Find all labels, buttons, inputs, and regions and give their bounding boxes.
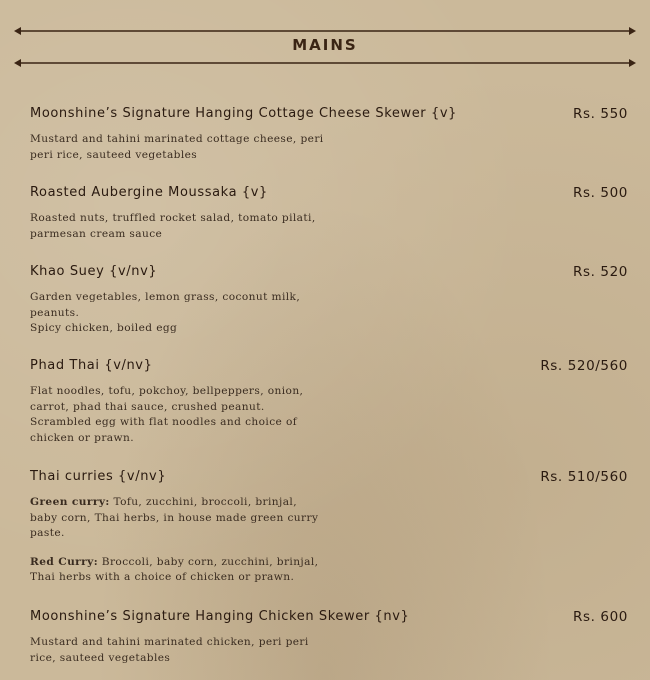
item-name: Moonshine’s Signature Hanging Chicken Skewer {nv} — [30, 609, 410, 624]
item-description: Roasted nuts, truffled rocket salad, tomato pilati, parmesan cream sauce — [30, 212, 316, 240]
item-name: Roasted Aubergine Moussaka {v} — [30, 185, 268, 200]
item-price: Rs. 550 — [573, 106, 628, 122]
item-description: Mustard and tahini marinated cottage cheese, peri peri rice, sauteed vegetables — [30, 133, 324, 161]
item-description: Garden vegetables, lemon grass, coconut milk, peanuts. Spicy chicken, boiled egg — [30, 291, 301, 334]
item-name: Moonshine’s Signature Hanging Cottage Cheese Skewer {v} — [30, 106, 458, 121]
section-title: MAINS — [292, 36, 358, 54]
item-description: Green curry: Tofu, zucchini, broccoli, brinjal, baby corn, Thai herbs, in house made green curry paste. Red Curry: Broccoli, baby corn, zucchini, brinjal, Thai herbs with a choice of chicken or prawn. — [30, 496, 319, 583]
green-curry-label: Green curry: — [30, 496, 110, 508]
item-price: Rs. 510/560 — [540, 469, 628, 485]
item-price: Rs. 520/560 — [540, 358, 628, 374]
menu-item — [30, 469, 628, 586]
red-curry-label: Red Curry: — [30, 555, 99, 568]
item-description: Mustard and tahini marinated chicken, peri peri rice, sauteed vegetables — [30, 636, 309, 664]
menu-item — [30, 185, 628, 242]
item-name: Phad Thai {v/nv} — [30, 358, 153, 373]
item-name: Khao Suey {v/nv} — [30, 264, 158, 279]
item-name: Thai curries {v/nv} — [30, 469, 167, 484]
item-description: Flat noodles, tofu, pokchoy, bellpeppers, onion, carrot, phad thai sauce, crushed peanut. Scrambled egg with flat noodles and choice of chicken or prawn. — [30, 385, 304, 444]
menu-item — [30, 609, 628, 666]
menu-item — [30, 106, 628, 163]
menu-item — [30, 358, 628, 446]
item-price: Rs. 600 — [573, 609, 628, 625]
item-price: Rs. 500 — [573, 185, 628, 201]
menu-item — [30, 264, 628, 337]
bottom-divider — [14, 57, 636, 69]
item-price: Rs. 520 — [573, 264, 628, 280]
